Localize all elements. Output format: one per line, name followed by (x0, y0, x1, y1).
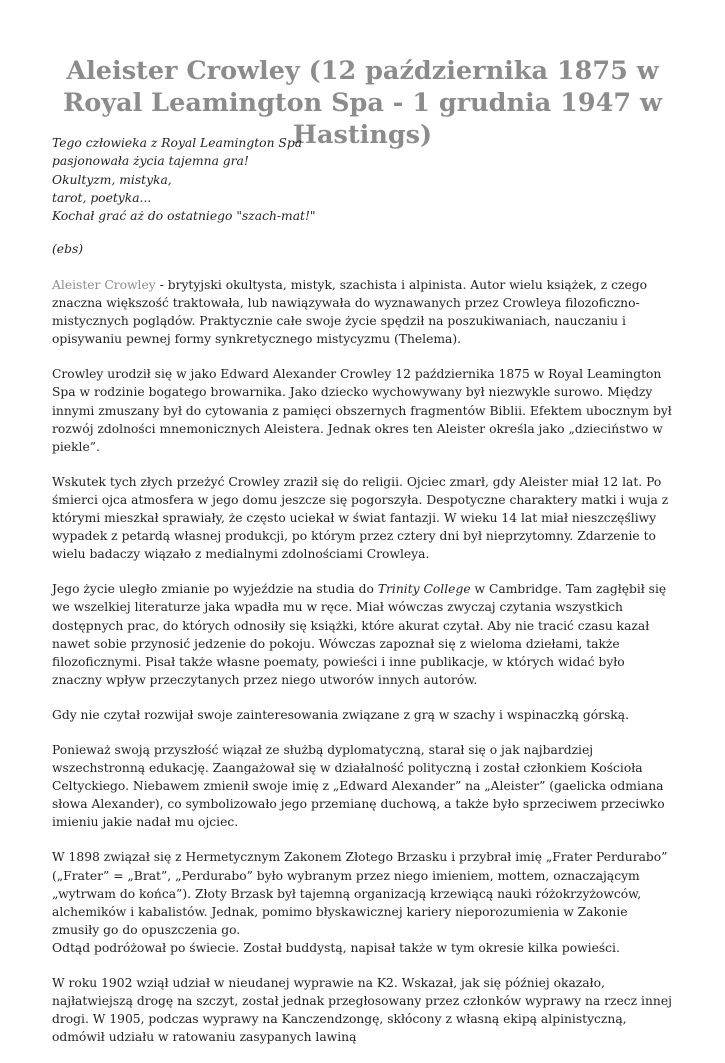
paragraph-text: W 1898 związał się z Hermetycznym Zakonem Złotego Brzasku i przybrał imię „Frater Perdurabo” („Frater” = „Brat”, „Perdurabo” było wybranym przez niego imieniem, mottem, oznaczającym „wytrwam do końca”). Złoty Brzask był tajemną organizacją krzewiącą nauki różokrzyżowców, alchemików i kabalistów. Jednak, pomimo błyskawicznej kariery nieporozumienia w Zakonie zmusiły go do opuszczenia go. (52, 850, 668, 937)
paragraph-text: - brytyjski okultysta, mistyk, szachista i alpinista. Autor wielu książek, z czego znaczna większość traktowała, lub nawiązywała do wyznawanych przez Crowleya filozoficzno-mistycznych poglądów. Praktycznie całe swoje życie spędził na poszukiwaniach, nauczaniu i opisywaniu pewnej formy synkretycznego mistycyzmu (Thelema). (52, 278, 648, 347)
poem-line: Okultyzm, mistyka, (52, 172, 172, 187)
paragraph-golden-dawn (52, 848, 674, 957)
paragraph-childhood: Crowley urodził się w jako Edward Alexander Crowley 12 października 1875 w Royal Leamington Spa w rodzinie bogatego browarnika. Jako dziecko wychowywany był niezwykle surowo. Między innymi zmuszany był do cytowania z pamięci obszernych fragmentów Biblii. Efektem ubocznym był rozwój zdolności mnemonicznych Aleistera. Jednak okres ten Aleister określa jako „dzieciństwo w piekle”. (52, 367, 672, 454)
poem-line: tarot, poetyka... (52, 190, 152, 205)
poem-signature: (ebs) (52, 242, 84, 256)
poem-line: Kochał grać aż do ostatniego "szach-mat!" (52, 209, 316, 224)
poem-line: Tego człowieka z Royal Leamington Spa (52, 136, 303, 150)
article-body (52, 276, 674, 1063)
paragraph-interests: Gdy nie czytał rozwijał swoje zainteresowania związane z grą w szachy i wspinaczką górską. (52, 707, 629, 722)
paragraph-text: Jego życie uległo zmianie po wyjeździe na studia do (52, 582, 378, 597)
paragraph-studies (52, 580, 674, 689)
paragraph-expeditions: W roku 1902 wziął udział w nieudanej wyprawie na K2. Wskazał, jak się później okazało, najłatwiejszą drogę na szczyt, został jednak przegłosowany przez członków wyprawy na rzecz innej drogi. W 1905, podczas wyprawy na Kanczendzongę, skłócony z własną ekipą alpinistyczną, odmówił udziału w ratowaniu zasypanych lawiną (52, 976, 672, 1045)
college-name: Trinity College (377, 582, 471, 597)
page-title: Aleister Crowley (12 października 1875 w Royal Leamington Spa - 1 grudnia 1947 w Hastings) (63, 56, 662, 150)
paragraph-text: Odtąd podróżował po świecie. Został buddystą, napisał także w tym okresie kilka powieści. (52, 940, 620, 955)
poem (52, 134, 672, 225)
poem-line: pasjonowała życia tajemna gra! (52, 154, 249, 169)
paragraph-intro (52, 276, 674, 348)
paragraph-text: w Cambridge. Tam zagłębił się we wszelkiej literaturze jaka wpadła mu w ręce. Miał wówczas zwyczaj czytania wszystkich dostępnych prac, do których odnosiły się książki, które akurat czytał. Aby nie tracić czasu kazał nawet sobie przynosić jedzenie do pokoju. Wówczas zapoznał się z wieloma dziełami, także filozoficznymi. Pisał także własne poematy, powieści i inne publikacje, w których widać było znaczny wpływ przeczytanych przez niego utworów innych autorów. (52, 582, 667, 687)
paragraph-diplomacy: Ponieważ swoją przyszłość wiązał ze służbą dyplomatyczną, starał się o jak najbardziej wszechstronną edukację. Zaangażował się w działalność polityczną i został członkiem Kościoła Celtyckiego. Niebawem zmienił swoje imię z „Edward Alexander” na „Aleister” (gaelicka odmiana słowa Alexander), co symbolizowało jego przemianę duchową, a także było sprzeciwem przeciwko imieniu jakie nadał mu ojciec. (52, 742, 665, 830)
paragraph-religion: Wskutek tych złych przeżyć Crowley zraził się do religii. Ojciec zmarł, gdy Aleister miał 12 lat. Po śmierci ojca atmosfera w jego domu jeszcze się pogorszyła. Despotyczne charaktery matki i wuja z którymi mieszkał sprawiały, że często uciekał w świat fantazji. W wieku 14 lat miał nieszczęśliwy wypadek z petardą własnej produkcji, po którym przez cztery dni był nieprzytomny. Zdarzenie to wielu badaczy wiązało z medialnymi zdolnościami Crowleya. (52, 474, 669, 562)
author-link[interactable]: Aleister Crowley (52, 278, 156, 292)
